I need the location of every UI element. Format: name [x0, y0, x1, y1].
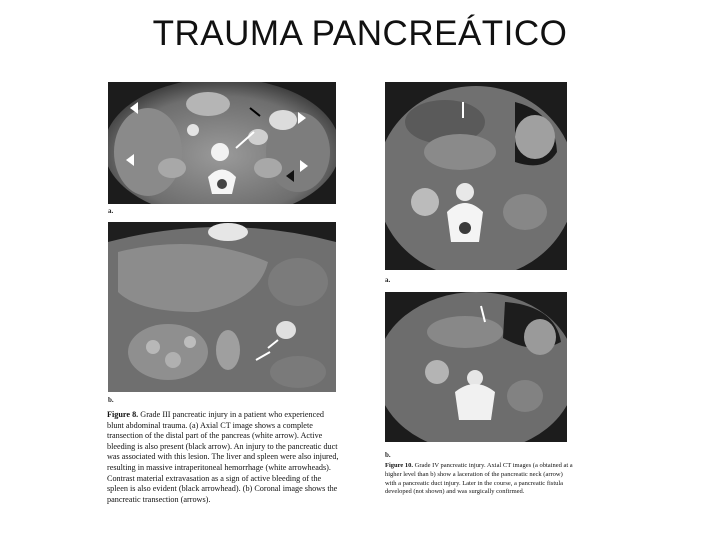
figure8a-label: a. [108, 207, 114, 215]
figure8-caption [107, 410, 339, 505]
figure10a-ct-image [385, 82, 567, 270]
figure10a-label: a. [385, 276, 391, 284]
figure8a-ct-image [108, 82, 336, 204]
figure10-caption-label: Figure 10. [385, 462, 414, 469]
figure10-caption [385, 462, 573, 497]
figure10-caption-text: Grade IV pancreatic injury. Axial CT images (a obtained at a higher level than b) show a laceration of the pancreatic neck (arrow) with a pancreatic duct injury. Later in the course, a pancreatic fistula developed (not shown) and was surgically confirmed. [385, 462, 573, 496]
figure8-caption-text: Grade III pancreatic injury in a patient who experienced blunt abdominal trauma. (a) Axial CT image shows a complete transection of the distal part of the pancreas (white arrow). Active bleeding is also present (black arrow). An injury to the pancreatic duct was associated with this lesion. The liver and spleen were also injured, resulting in massive intraperitoneal hemorrhage (white arrowheads). Contrast material extravasation as a sign of active bleeding of the spleen is also evident (black arrowhead). (b) Coronal image shows the pancreatic transection (arrows). [107, 410, 339, 504]
figure10b-ct-image [385, 292, 567, 442]
figure8-caption-label: Figure 8. [107, 410, 139, 419]
figure10b-label: b. [385, 451, 391, 459]
slide-title: TRAUMA PANCREÁTICO [152, 14, 568, 53]
figure8b-ct-image [108, 222, 336, 392]
figure8b-label: b. [108, 396, 114, 404]
